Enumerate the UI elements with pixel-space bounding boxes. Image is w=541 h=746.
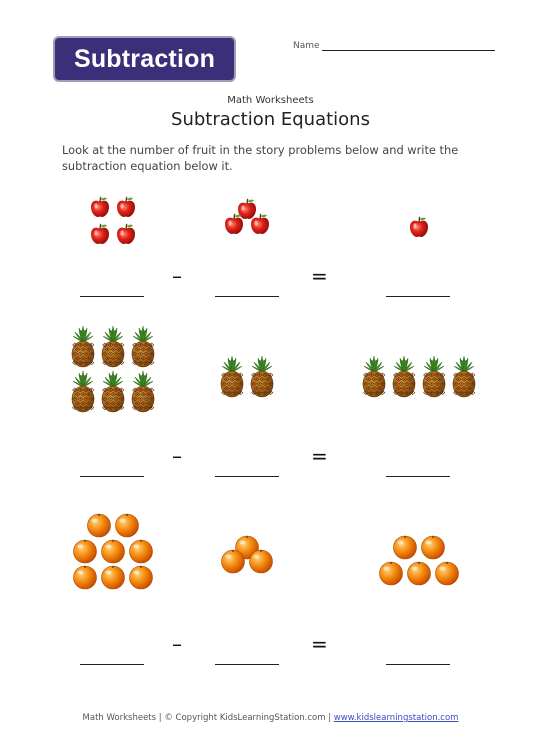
answer-blank[interactable] [80, 476, 144, 477]
apple-icon [409, 216, 429, 238]
apple-icon [116, 196, 136, 218]
pineapple-icon [249, 354, 275, 398]
page-title: Subtraction Equations [171, 109, 370, 130]
answer-blank[interactable] [215, 664, 279, 665]
pineapple-icon [361, 354, 387, 398]
instructions-text: Look at the number of fruit in the story problems below and write the subtraction equation below it. [62, 143, 459, 173]
orange-icon [406, 560, 432, 586]
footer-text: Math Worksheets | © Copyright KidsLearningStation.com | [82, 713, 334, 723]
orange-icon [378, 560, 404, 586]
orange-icon [128, 564, 154, 590]
orange-icon [220, 548, 246, 574]
answer-blank[interactable] [80, 296, 144, 297]
orange-icon [434, 560, 460, 586]
pineapple-icon [70, 324, 96, 368]
orange-icon [392, 534, 418, 560]
minus-sign: – [172, 264, 182, 288]
answer-blank[interactable] [215, 476, 279, 477]
pineapple-icon [219, 354, 245, 398]
pineapple-icon [421, 354, 447, 398]
name-label: Name [293, 41, 320, 51]
answer-blank[interactable] [386, 476, 450, 477]
minus-sign: – [172, 632, 182, 656]
apple-icon [250, 213, 270, 235]
orange-icon [100, 564, 126, 590]
apple-icon [90, 223, 110, 245]
answer-blank[interactable] [386, 664, 450, 665]
orange-icon [100, 538, 126, 564]
equals-sign: = [311, 632, 328, 656]
pineapple-icon [100, 324, 126, 368]
answer-blank[interactable] [215, 296, 279, 297]
orange-icon [114, 512, 140, 538]
answer-blank[interactable] [80, 664, 144, 665]
name-field[interactable] [322, 50, 495, 51]
pineapple-icon [391, 354, 417, 398]
footer-link[interactable]: www.kidslearningstation.com [333, 713, 459, 723]
minus-sign: – [172, 444, 182, 468]
orange-icon [72, 564, 98, 590]
footer [0, 713, 541, 723]
page-subtitle: Math Worksheets [227, 95, 314, 106]
apple-icon [90, 196, 110, 218]
apple-icon [224, 213, 244, 235]
equals-sign: = [311, 444, 328, 468]
pineapple-icon [70, 369, 96, 413]
equals-sign: = [311, 264, 328, 288]
orange-icon [420, 534, 446, 560]
orange-icon [248, 548, 274, 574]
answer-blank[interactable] [386, 296, 450, 297]
pineapple-icon [451, 354, 477, 398]
worksheet-badge: Subtraction [53, 36, 236, 82]
apple-icon [116, 223, 136, 245]
orange-icon [128, 538, 154, 564]
orange-icon [86, 512, 112, 538]
orange-icon [72, 538, 98, 564]
pineapple-icon [100, 369, 126, 413]
pineapple-icon [130, 324, 156, 368]
pineapple-icon [130, 369, 156, 413]
